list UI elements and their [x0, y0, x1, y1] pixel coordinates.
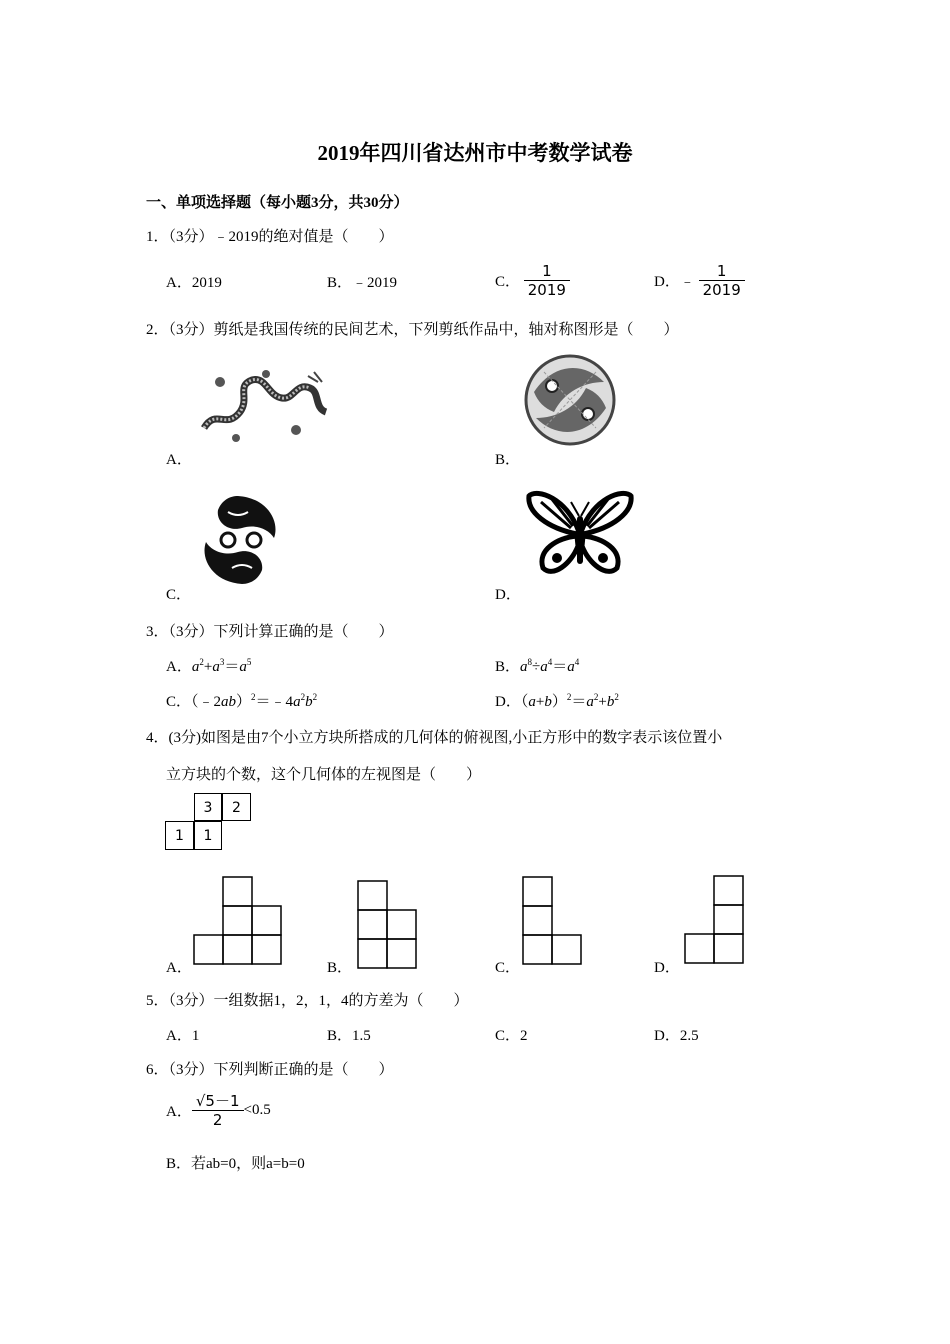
question-4-option-d: D．: [654, 960, 680, 976]
option-label: C．: [495, 274, 521, 290]
option-label: D．﹣: [654, 274, 695, 290]
question-4-stem-line-2: 立方块的个数，这个几何体的左视图是（ ）: [166, 767, 482, 783]
fraction: [524, 262, 570, 299]
question-5-stem: 5．（3分）一组数据1，2，1，4的方差为（ ）: [146, 993, 469, 1009]
numerator: 1: [542, 262, 552, 280]
numerator: 1: [716, 262, 727, 280]
inequality-tail: <0.5: [243, 1102, 271, 1118]
question-1-option-b: B．﹣2019: [327, 275, 398, 291]
question-1-option-d: [654, 262, 745, 299]
left-view-option-d: [684, 875, 746, 965]
question-3-option-b: B．$a^8\div a^4=a^4$: [495, 657, 580, 675]
left-view-option-b: [357, 880, 419, 970]
question-2-stem: 2．（3分）剪纸是我国传统的民间艺术，下列剪纸作品中，轴对称图形是（ ）: [146, 322, 679, 338]
dragon-papercut-image: [196, 368, 332, 446]
question-1-stem: 1．（3分）﹣2019的绝对值是（ ）: [146, 229, 394, 245]
butterfly-papercut-image: [527, 488, 633, 580]
question-3-option-d: D．$(a+b)^2=a^2+b^2$: [495, 692, 619, 710]
question-3-option-c: C．$(﹣2ab)^2=﹣4a^2b^2$: [166, 692, 318, 710]
denominator: 2: [192, 1110, 244, 1129]
option-label: C．: [166, 694, 192, 710]
question-2-option-c: C．: [166, 587, 192, 603]
question-6-option-b: B．若ab=0，则a=b=0: [166, 1156, 305, 1172]
left-view-option-c: [522, 876, 584, 966]
question-2-option-b: B．: [495, 452, 521, 468]
fraction: [699, 262, 745, 299]
question-3-option-a: A．$a^2+a^3=a^5$: [166, 657, 252, 675]
question-4-option-a: A．: [166, 960, 192, 976]
question-4-option-c: C．: [495, 960, 521, 976]
question-4-stem-line-1: 4．(3分)如图是由7个小立方块所搭成的几何体的俯视图,小正方形中的数字表示该位置小: [146, 730, 723, 746]
question-1-option-a: A．2019: [166, 275, 222, 291]
option-label: D．: [495, 694, 521, 710]
question-3-stem: 3．（3分）下列计算正确的是（ ）: [146, 624, 394, 640]
grid-cell: 1: [165, 821, 194, 850]
question-5-option-b: B．1.5: [327, 1028, 371, 1044]
question-5-option-c: C．2: [495, 1028, 528, 1044]
option-label: A．: [166, 1104, 192, 1120]
question-1-option-c: [495, 262, 570, 299]
question-5-option-a: A．1: [166, 1028, 200, 1044]
numerator: √5－1: [195, 1092, 240, 1110]
fish-circle-papercut-image: [524, 352, 616, 448]
grid-cell: 2: [222, 793, 251, 821]
section-heading: 一、单项选择题（每小题3分，共30分）: [146, 195, 409, 211]
question-2-option-a: A．: [166, 452, 192, 468]
option-label: B．: [495, 659, 521, 675]
question-6-option-a: [166, 1092, 271, 1129]
bird-swirl-papercut-image: [198, 492, 282, 588]
question-5-option-d: D．2.5: [654, 1028, 699, 1044]
option-label: A．: [166, 659, 192, 675]
question-2-option-d: D．: [495, 587, 521, 603]
fraction: [192, 1092, 244, 1129]
grid-cell: 3: [194, 793, 222, 821]
question-4-option-b: B．: [327, 960, 353, 976]
denominator: 2019: [699, 280, 745, 299]
top-view-grid: [165, 793, 255, 851]
grid-cell: 1: [194, 821, 222, 850]
denominator: 2019: [524, 280, 570, 299]
page-title: 2019年四川省达州市中考数学试卷: [317, 141, 633, 165]
left-view-option-a: [194, 876, 284, 966]
question-6-stem: 6．（3分）下列判断正确的是（ ）: [146, 1062, 394, 1078]
